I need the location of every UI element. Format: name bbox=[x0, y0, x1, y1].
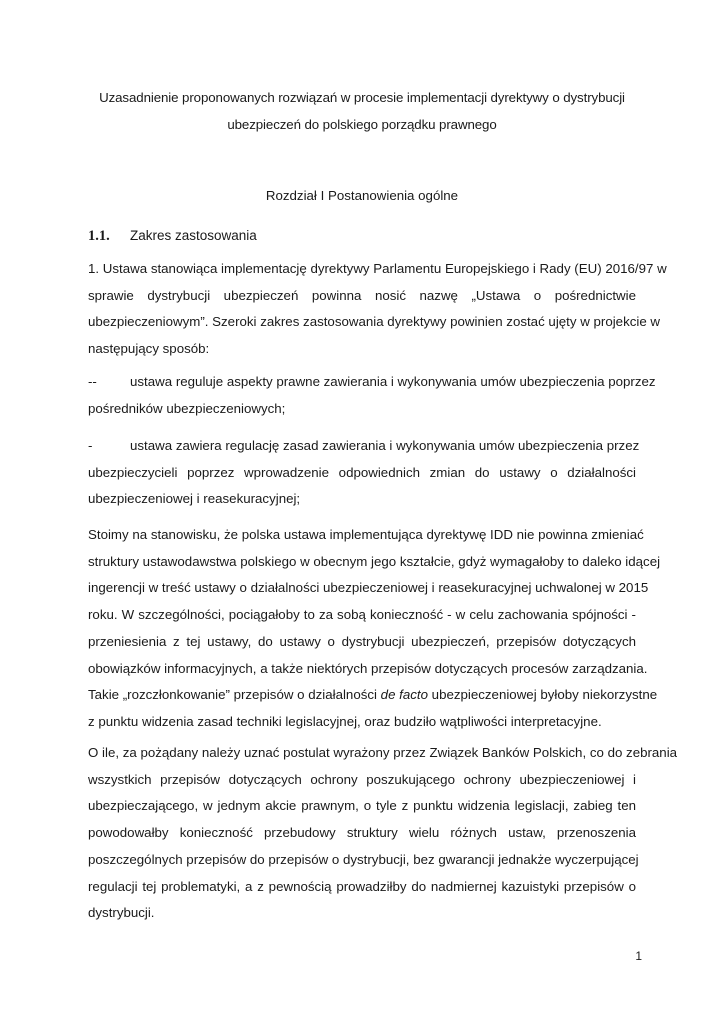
section-title: Zakres zastosowania bbox=[130, 228, 257, 243]
paragraph-line-mixed bbox=[88, 682, 658, 709]
section-number: 1.1. bbox=[88, 228, 110, 244]
bullet-line: ubezpieczycieli poprzez wprowadzenie odpowiednich zmian do ustawy o działalności bbox=[88, 464, 636, 480]
paragraph-line: ingerencji w treść ustawy o działalności ubezpieczeniowej i reasekuracyjnej uchwalonej w 2015 bbox=[88, 580, 649, 596]
bullet-line: ubezpieczeniowej i reasekuracyjnej; bbox=[88, 491, 301, 507]
paragraph-line: przeniesienia z tej ustawy, do ustawy o dystrybucji ubezpieczeń, przepisów dotyczących bbox=[88, 633, 636, 649]
document-title-line-1: Uzasadnienie proponowanych rozwiązań w procesie implementacji dyrektywy o dystrybucji bbox=[99, 90, 625, 105]
paragraph-line: dystrybucji. bbox=[88, 905, 155, 921]
bullet-dash: -- bbox=[88, 374, 97, 389]
bullet-item-2 bbox=[88, 433, 640, 513]
paragraph-italic-text: de facto bbox=[380, 687, 428, 703]
paragraph-line: obowiązków informacyjnych, a także niektórych przepisów dotyczących procesów zarządzania. bbox=[88, 660, 648, 676]
paragraph-line: 1. Ustawa stanowiąca implementację dyrektywy Parlamentu Europejskiego i Rady (EU) 2016/97 w bbox=[88, 261, 667, 276]
page-number: 1 bbox=[635, 949, 642, 963]
paragraph-1 bbox=[88, 256, 667, 363]
paragraph-line: Stoimy na stanowisku, że polska ustawa implementująca dyrektywę IDD nie powinna zmieniać bbox=[88, 527, 644, 542]
paragraph-line: wszystkich przepisów dotyczących ochrony poszukującego ochrony ubezpieczeniowej i bbox=[88, 771, 636, 787]
paragraph-line: regulacji tej problematyki, a z pewnością prowadziłby do nadmiernej kazuistyki przepisów o bbox=[88, 878, 636, 894]
bullet-item-1 bbox=[88, 369, 656, 422]
paragraph-2 bbox=[88, 522, 661, 736]
bullet-line: ustawa zawiera regulację zasad zawierania i wykonywania umów ubezpieczenia przez bbox=[130, 438, 640, 453]
paragraph-line: ubezpieczającego, w jednym akcie prawnym, o tyle z punktu widzenia legislacji, zabieg ten bbox=[88, 798, 636, 814]
chapter-heading: Rozdział I Postanowienia ogólne bbox=[265, 188, 459, 203]
paragraph-line: ubezpieczeniowym”. Szeroki zakres zastosowania dyrektywy powinien zostać ujęty w projekcie w bbox=[88, 314, 661, 330]
paragraph-line: sprawie dystrybucji ubezpieczeń powinna nosić nazwę „Ustawa o pośrednictwie bbox=[88, 287, 636, 303]
bullet-dash: - bbox=[88, 438, 93, 453]
paragraph-line: następujący sposób: bbox=[88, 341, 210, 357]
paragraph-text: ubezpieczeniowej byłoby niekorzystne bbox=[427, 687, 658, 703]
paragraph-3 bbox=[88, 740, 678, 927]
paragraph-line: z punktu widzenia zasad techniki legislacyjnej, oraz budziło wątpliwości interpretacyjne. bbox=[88, 713, 602, 729]
paragraph-line: O ile, za pożądany należy uznać postulat wyrażony przez Związek Banków Polskich, co do zebrania bbox=[88, 745, 678, 760]
paragraph-text: Takie „rozczłonkowanie” przepisów o działalności bbox=[88, 687, 381, 703]
paragraph-line: struktury ustawodawstwa polskiego w obecnym jego kształcie, gdyż wymagałoby to daleko idącej bbox=[88, 553, 661, 569]
section-heading bbox=[88, 222, 636, 250]
paragraph-line: poszczególnych przepisów do przepisów o dystrybucji, bez gwarancji jednakże wyczerpującej bbox=[88, 851, 639, 867]
paragraph-line: roku. W szczególności, pociągałoby to za sobą konieczność - w celu zachowania spójności - bbox=[88, 607, 636, 623]
paragraph-line: powodowałby konieczność przebudowy struktury wielu różnych ustaw, przenoszenia bbox=[88, 825, 636, 841]
bullet-line: ustawa reguluje aspekty prawne zawierania i wykonywania umów ubezpieczenia poprzez bbox=[130, 374, 656, 389]
document-title-line-2: ubezpieczeń do polskiego porządku prawnego bbox=[227, 117, 497, 132]
bullet-line: pośredników ubezpieczeniowych; bbox=[88, 400, 286, 416]
